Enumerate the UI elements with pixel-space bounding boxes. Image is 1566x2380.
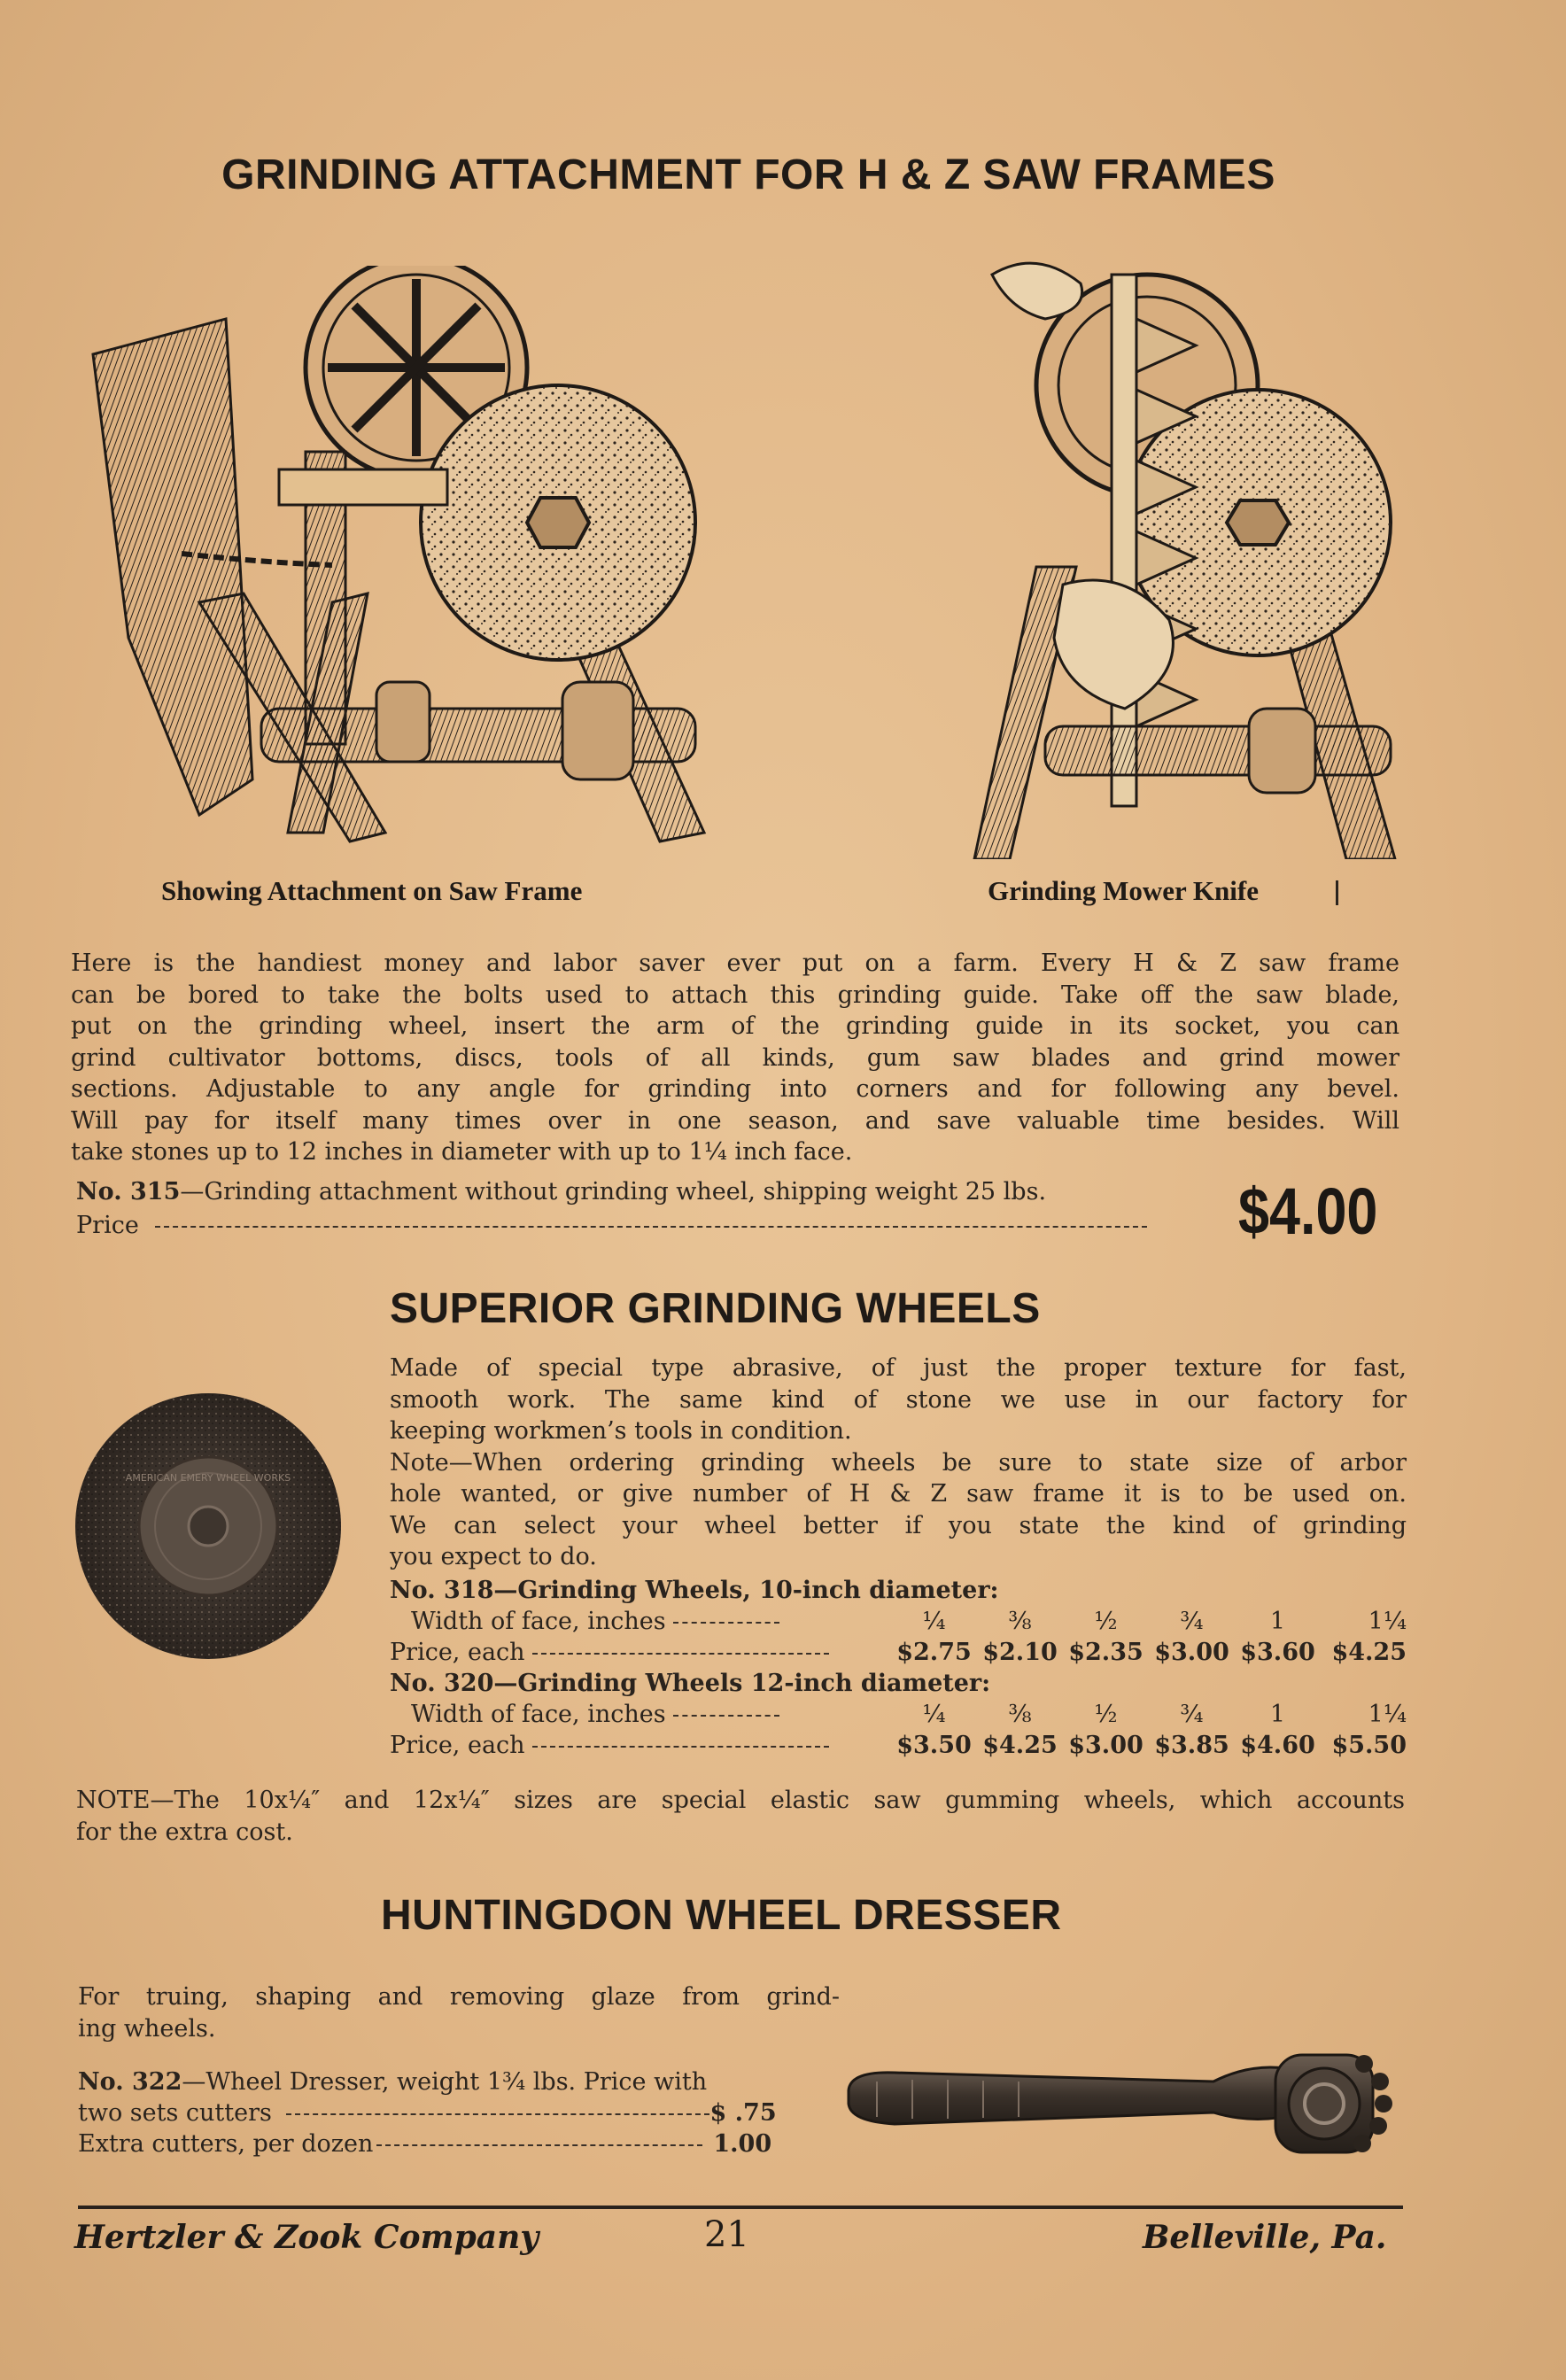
price-cell: $2.10 bbox=[982, 1639, 1058, 1666]
item-315-price-line bbox=[76, 1212, 1147, 1239]
body-line: sections. Adjustable to any angle for grinding into corners and for following any bevel. bbox=[71, 1075, 1399, 1103]
leader-dots bbox=[155, 1226, 1147, 1228]
width-cell: ¾ bbox=[1180, 1701, 1204, 1728]
width-label-cell bbox=[390, 1699, 891, 1730]
note-line: you expect to do. bbox=[390, 1543, 597, 1570]
caption-right-bar bbox=[1336, 880, 1338, 905]
leader-dots bbox=[673, 1715, 779, 1717]
item-322-price-line bbox=[78, 2099, 777, 2127]
price-cell: $3.50 bbox=[896, 1732, 972, 1759]
price-cell: $4.25 bbox=[1331, 1639, 1407, 1666]
price-cell: $4.60 bbox=[1240, 1732, 1315, 1759]
wheel-dresser-illustration bbox=[841, 2028, 1408, 2170]
width-cell: 1 bbox=[1269, 1608, 1286, 1635]
leader-dots bbox=[532, 1653, 829, 1655]
price-label: Price, each bbox=[390, 1639, 525, 1666]
body-line: put on the grinding wheel, insert the arm of the grinding guide in its socket, you can bbox=[71, 1012, 1399, 1040]
width-cell: ½ bbox=[1094, 1701, 1118, 1728]
width-cell: ¼ bbox=[922, 1701, 946, 1728]
body-line: For truing, shaping and removing glaze from grind- bbox=[78, 1983, 840, 2011]
item-number: No. 322 bbox=[78, 2068, 182, 2096]
width-cell: 1¼ bbox=[1368, 1701, 1407, 1728]
width-cell: ⅜ bbox=[1008, 1701, 1032, 1728]
body-line: Made of special type abrasive, of just the proper texture for fast, bbox=[390, 1354, 1407, 1382]
table-318 bbox=[390, 1606, 1407, 1668]
section-title-grinding-wheels: SUPERIOR GRINDING WHEELS bbox=[390, 1285, 1041, 1332]
body-line: smooth work. The same kind of stone we use in our factory for bbox=[390, 1385, 1407, 1414]
item-315-price: $4.00 bbox=[1238, 1174, 1378, 1248]
footer-company: Hertzler & Zook Company bbox=[74, 2219, 539, 2256]
table-row bbox=[390, 1730, 1407, 1761]
price-cell: $2.75 bbox=[896, 1639, 972, 1666]
width-cell: ⅜ bbox=[1008, 1608, 1032, 1635]
item-description: —Wheel Dresser, weight 1¾ lbs. Price with bbox=[182, 2068, 708, 2096]
page-number: 21 bbox=[704, 2214, 749, 2255]
price-value: 1.00 bbox=[713, 2130, 772, 2158]
wheel-label: AMERICAN EMERY WHEEL WORKS bbox=[125, 1472, 291, 1484]
width-cell: 1 bbox=[1269, 1701, 1286, 1728]
price-cell: $3.60 bbox=[1240, 1639, 1315, 1666]
body-line: can be bored to take the bolts used to attach this grinding guide. Take off the saw blade, bbox=[71, 981, 1399, 1009]
footnote-line: for the extra cost. bbox=[76, 1818, 293, 1846]
item-number: No. 315 bbox=[76, 1178, 181, 1206]
grinding-wheel-photo bbox=[73, 1391, 344, 1662]
table-318-heading: No. 318—Grinding Wheels, 10-inch diameter: bbox=[390, 1577, 999, 1604]
price-label: Extra cutters, per dozen bbox=[78, 2130, 374, 2158]
caption-right: Grinding Mower Knife bbox=[988, 875, 1259, 906]
body-line: ing wheels. bbox=[78, 2014, 216, 2043]
body-line: take stones up to 12 inches in diameter with up to 1¼ inch face. bbox=[71, 1138, 853, 1166]
body-line: Will pay for itself many times over in one season, and save valuable time besides. Will bbox=[71, 1106, 1399, 1135]
note-line: hole wanted, or give number of H & Z saw frame it is to be used on. bbox=[390, 1480, 1407, 1508]
caption-left: Showing Attachment on Saw Frame bbox=[161, 875, 583, 906]
price-cell: $5.50 bbox=[1331, 1732, 1407, 1759]
body-line: Here is the handiest money and labor saver ever put on a farm. Every H & Z saw frame bbox=[71, 950, 1399, 977]
width-label: Width of face, inches bbox=[411, 1608, 666, 1635]
width-cell: ¼ bbox=[922, 1608, 946, 1635]
leader-dots bbox=[286, 2113, 709, 2115]
price-cell: $2.35 bbox=[1068, 1639, 1143, 1666]
price-label: Price, each bbox=[390, 1732, 525, 1759]
section2-body bbox=[390, 1353, 1407, 1573]
price-label-cell bbox=[390, 1730, 891, 1761]
section-title-grinding-attachment: GRINDING ATTACHMENT FOR H & Z SAW FRAMES bbox=[221, 151, 1275, 198]
body-line: grind cultivator bottoms, discs, tools of all kinds, gum saw blades and grind mower bbox=[71, 1043, 1399, 1072]
section-title-wheel-dresser: HUNTINGDON WHEEL DRESSER bbox=[381, 1892, 1062, 1939]
price-label-cell bbox=[390, 1637, 891, 1668]
extra-cutters-line bbox=[78, 2130, 771, 2158]
width-cell: 1¼ bbox=[1368, 1608, 1407, 1635]
price-cell: $3.00 bbox=[1154, 1639, 1229, 1666]
section2-footnote bbox=[76, 1785, 1405, 1848]
price-label: Price bbox=[76, 1212, 139, 1239]
price-cell: $3.85 bbox=[1154, 1732, 1229, 1759]
item-description: —Grinding attachment without grinding wheel, shipping weight 25 lbs. bbox=[180, 1178, 1047, 1206]
note-line: Note—When ordering grinding wheels be sure to state size of arbor bbox=[390, 1448, 1407, 1477]
table-row bbox=[390, 1606, 1407, 1637]
leader-dots bbox=[532, 1746, 829, 1748]
section3-body bbox=[78, 1981, 840, 2044]
footnote-line: NOTE—The 10x¼″ and 12x¼″ sizes are special elastic saw gumming wheels, which accounts bbox=[76, 1787, 1405, 1814]
body-line: keeping workmen’s tools in condition. bbox=[390, 1417, 852, 1445]
price-cell: $4.25 bbox=[982, 1732, 1058, 1759]
price-cell: $3.00 bbox=[1068, 1732, 1143, 1759]
price-label: two sets cutters bbox=[78, 2099, 272, 2127]
item-322-line bbox=[78, 2068, 707, 2096]
width-cell: ½ bbox=[1094, 1608, 1118, 1635]
note-line: We can select your wheel better if you state the kind of grinding bbox=[390, 1511, 1407, 1539]
section1-body bbox=[71, 948, 1399, 1168]
price-value: $ .75 bbox=[709, 2099, 777, 2127]
attachment-on-saw-frame-illustration bbox=[66, 266, 722, 850]
leader-dots bbox=[673, 1622, 779, 1624]
width-cell: ¾ bbox=[1180, 1608, 1204, 1635]
table-row bbox=[390, 1637, 1407, 1668]
grinding-mower-knife-illustration bbox=[903, 248, 1399, 859]
leader-dots bbox=[376, 2144, 702, 2146]
footer-location: Belleville, Pa. bbox=[1143, 2219, 1387, 2256]
width-label: Width of face, inches bbox=[411, 1701, 666, 1728]
table-row bbox=[390, 1699, 1407, 1730]
width-label-cell bbox=[390, 1606, 891, 1637]
footer-rule bbox=[78, 2206, 1403, 2209]
table-320 bbox=[390, 1699, 1407, 1761]
table-320-heading: No. 320—Grinding Wheels 12-inch diameter: bbox=[390, 1670, 991, 1697]
item-315-line bbox=[76, 1178, 1046, 1206]
